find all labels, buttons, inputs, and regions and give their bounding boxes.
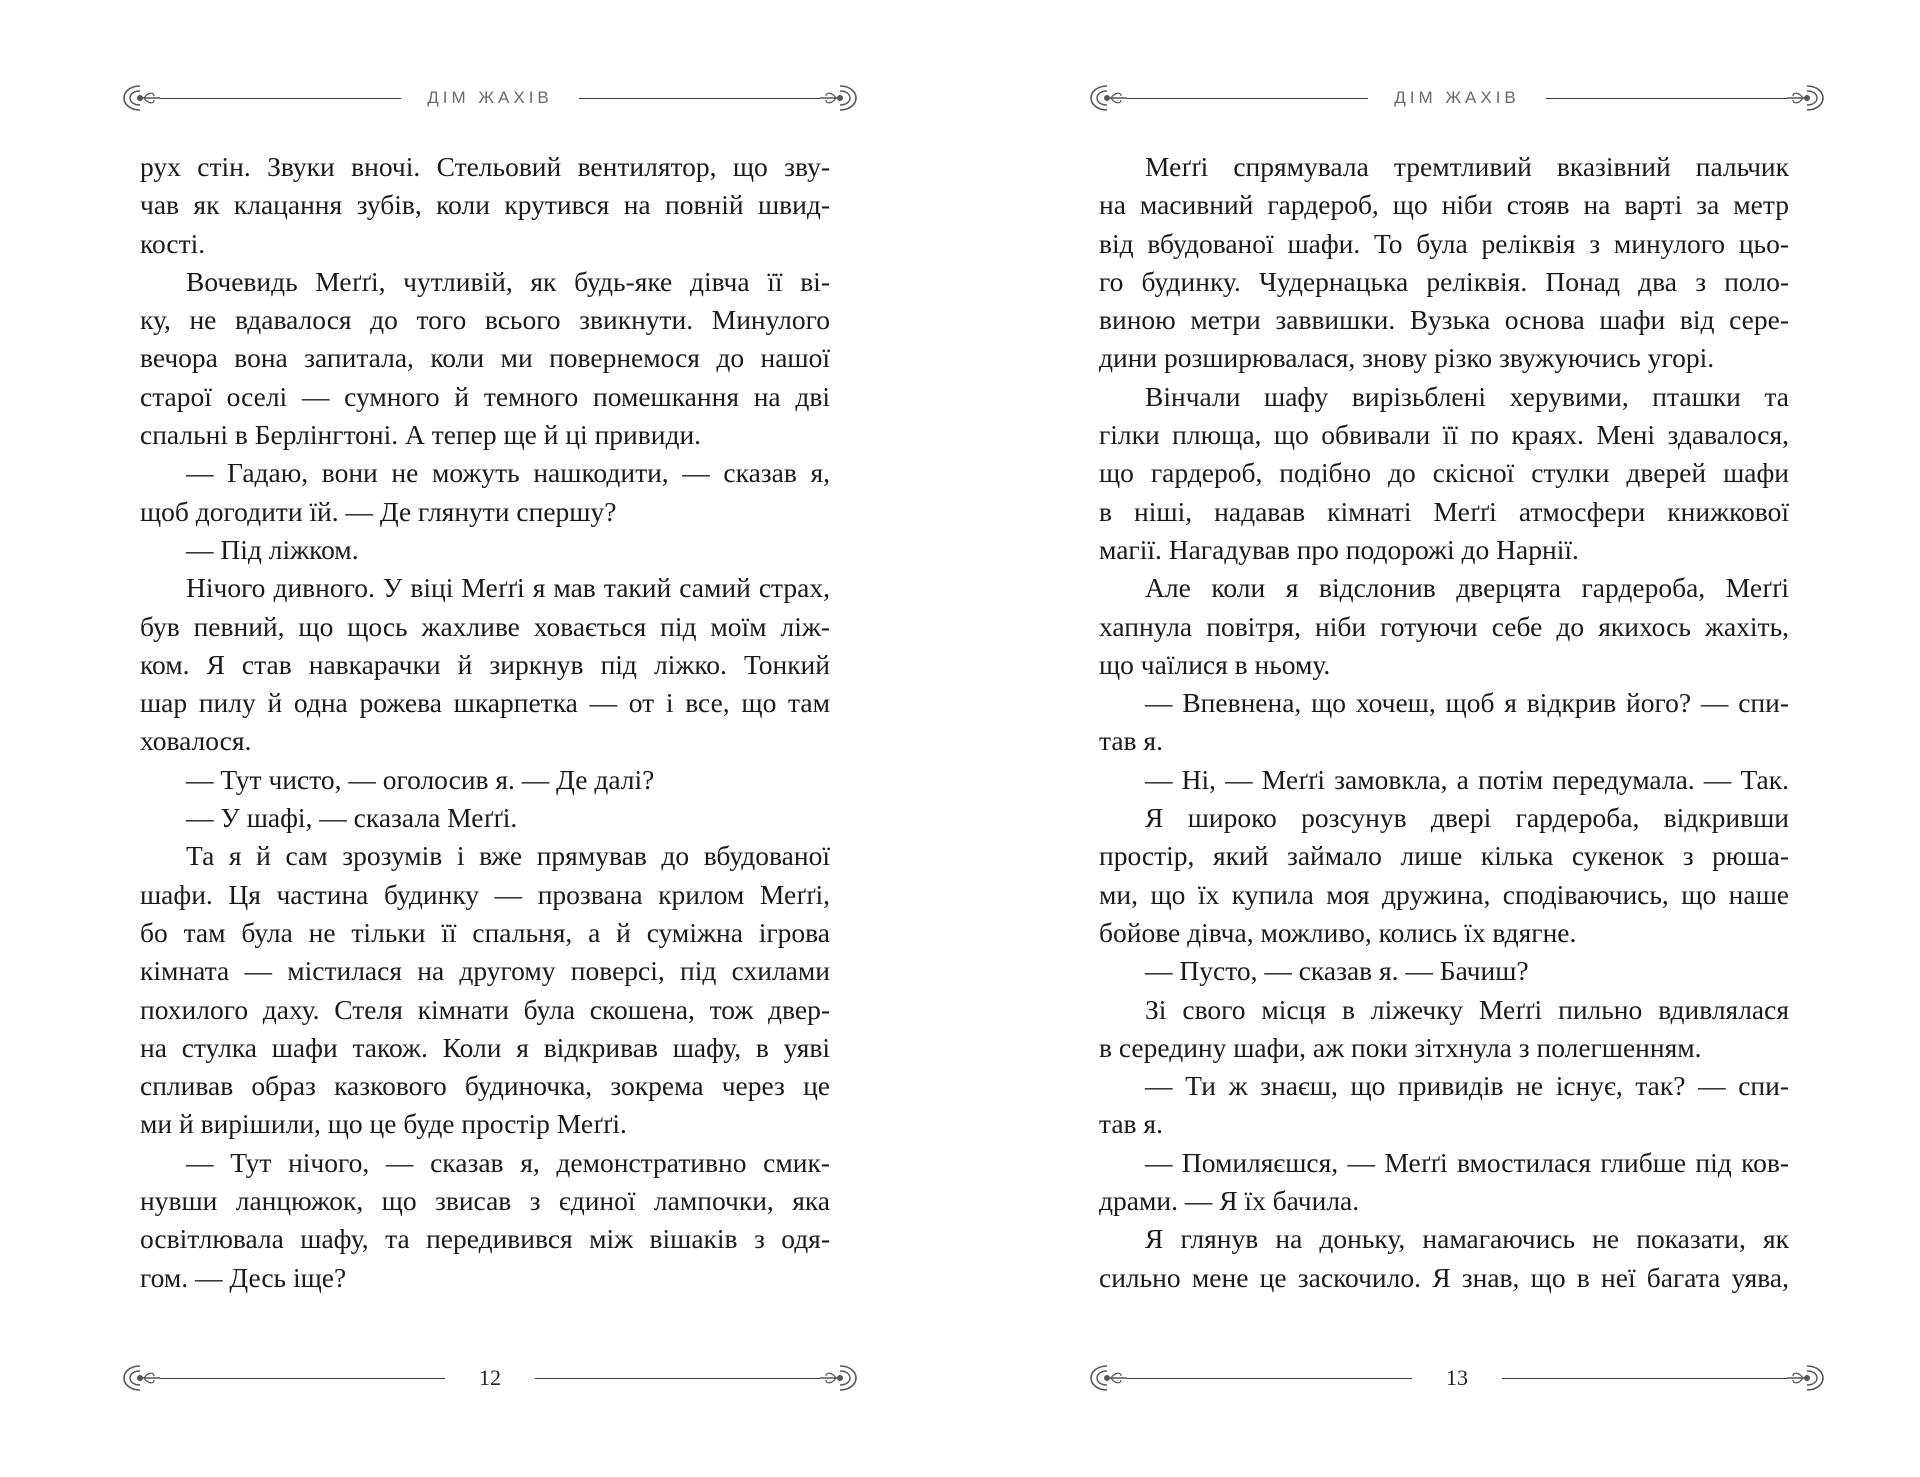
body-text xyxy=(140,148,830,1297)
text-line: — Під ліжком. xyxy=(186,533,359,565)
flourish-ornament-icon xyxy=(120,78,160,118)
text-line: що гардероб, подібно до скісної стулки дверей шафи xyxy=(1099,457,1789,489)
text-line: був певний, що щось жахливе ховається під моїм ліж- xyxy=(140,610,830,642)
text-line: гом. — Десь іще? xyxy=(140,1261,347,1293)
header-rule xyxy=(1546,98,1787,99)
text-line: го будинку. Чудернацька реліквія. Понад два з поло- xyxy=(1099,265,1789,297)
text-line: ку, не вдавалося до того всього звикнути. Минулого xyxy=(140,304,830,336)
flourish-ornament-icon xyxy=(1787,78,1827,118)
text-line: спальні в Берлінгтоні. А тепер ще й ці привиди. xyxy=(140,419,702,451)
right-page xyxy=(960,0,1920,1477)
text-line: магії. Нагадував про подорожі до Нарнії. xyxy=(1099,533,1579,565)
text-line: що чаїлися в ньому. xyxy=(1099,648,1331,680)
flourish-ornament-icon xyxy=(1087,78,1127,118)
text-line: Але коли я відслонив дверцята гардероба, Меґґі xyxy=(1145,572,1789,604)
header-title: ДІМ ЖАХІВ xyxy=(1394,88,1520,107)
text-line: бойове дівча, можливо, колись їх вдягне. xyxy=(1099,916,1577,948)
text-line: — У шафі, — сказала Меґґі. xyxy=(186,802,518,834)
text-line: тав я. xyxy=(1099,725,1163,757)
text-line: в ніші, надавав кімнаті Меґґі атмосфери книжкової xyxy=(1099,495,1789,527)
text-line: — Гадаю, вони не можуть нашкодити, — сказав я, xyxy=(186,457,830,489)
flourish-ornament-icon xyxy=(1087,1358,1127,1398)
text-line: — Впевнена, що хочеш, щоб я відкрив його? — спи- xyxy=(1145,687,1789,719)
text-line: бо там була не тільки її спальня, а й суміжна ігрова xyxy=(140,916,830,948)
text-line: від вбудованої шафи. То була реліквія з минулого цьо- xyxy=(1099,227,1789,259)
text-line: Зі свого місця в ліжечку Меґґі пильно вдивлялася xyxy=(1145,993,1789,1025)
text-line: гілки плюща, що обвивали її по краях. Мені здавалося, xyxy=(1099,419,1789,451)
text-line: шафи. Ця частина будинку — прозвана крилом Меґґі, xyxy=(140,878,830,910)
text-line: — Ти ж знаєш, що привидів не існує, так? — спи- xyxy=(1145,1070,1789,1102)
text-line: хапнула повітря, ніби готуючи себе до якихось жахіть, xyxy=(1099,610,1789,642)
page-number: 12 xyxy=(479,1365,501,1390)
header-title: ДІМ ЖАХІВ xyxy=(427,88,553,107)
page-footer xyxy=(1087,1358,1827,1398)
text-line: шар пилу й одна рожева шкарпетка — от і все, що там xyxy=(140,687,830,719)
footer-rule xyxy=(160,1378,445,1379)
text-line: Меґґі спрямувала тремтливий вказівний пальчик xyxy=(1145,151,1789,182)
text-line: Я глянув на доньку, намагаючись не показати, як xyxy=(1145,1223,1789,1255)
flourish-ornament-icon xyxy=(120,1358,160,1398)
text-line: на стулка шафи також. Коли я відкривав шафу, в уяві xyxy=(140,1031,830,1063)
body-text xyxy=(1099,148,1789,1297)
text-line: — Ні, — Меґґі замовкла, а потім передумала. — Так. xyxy=(1145,763,1789,795)
text-line: ми й вирішили, що це буде простір Меґґі. xyxy=(140,1108,627,1140)
text-line: чав як клацання зубів, коли крутився на повній швид- xyxy=(140,189,830,221)
flourish-ornament-icon xyxy=(820,1358,860,1398)
text-line: виною метри заввишки. Вузька основа шафи від сере- xyxy=(1099,304,1789,336)
text-line: старої оселі — сумного й темного помешкання на дві xyxy=(140,380,830,412)
text-line: тав я. xyxy=(1099,1108,1163,1140)
text-line: вечора вона запитала, коли ми повернемося до нашої xyxy=(140,342,830,374)
text-line: драми. — Я їх бачила. xyxy=(1099,1185,1360,1217)
text-line: простір, який займало лише кілька сукенок з рюша- xyxy=(1099,840,1789,872)
header-rule xyxy=(579,98,820,99)
text-line: Нічого дивного. У віці Меґґі я мав такий самий страх, xyxy=(186,572,830,604)
text-line: — Тут нічого, — сказав я, демонстративно смик- xyxy=(186,1146,830,1178)
text-line: рух стін. Звуки вночі. Стельовий вентилятор, що зву- xyxy=(140,151,830,182)
text-line: Вінчали шафу вирізьблені херувими, пташки та xyxy=(1145,380,1789,412)
running-header xyxy=(1087,78,1827,118)
text-line: — Тут чисто, — оголосив я. — Де далі? xyxy=(186,763,655,795)
text-line: сильно мене це заскочило. Я знав, що в неї багата уява, xyxy=(1099,1261,1789,1293)
page-number: 13 xyxy=(1446,1365,1468,1390)
page-footer xyxy=(120,1358,860,1398)
text-line: — Помиляєшся, — Меґґі вмостилася глибше під ков- xyxy=(1145,1146,1789,1178)
text-line: освітлювала шафу, та передивився між вішаків з одя- xyxy=(140,1223,830,1255)
header-rule xyxy=(160,98,401,99)
text-line: кості. xyxy=(140,227,206,259)
text-line: — Пусто, — сказав я. — Бачиш? xyxy=(1145,955,1529,987)
text-line: в середину шафи, аж поки зітхнула з полегшенням. xyxy=(1099,1031,1702,1063)
text-line: Вочевидь Меґґі, чутливій, як будь-яке дівча її ві- xyxy=(186,265,830,297)
text-line: ком. Я став навкарачки й зиркнув під ліжко. Тонкий xyxy=(140,648,830,680)
text-line: щоб догодити їй. — Де глянути спершу? xyxy=(140,495,617,527)
header-rule xyxy=(1127,98,1368,99)
flourish-ornament-icon xyxy=(820,78,860,118)
text-line: на масивний гардероб, що ніби стояв на варті за метр xyxy=(1099,189,1789,221)
text-line: нувши ланцюжок, що звисав з єдиної лампочки, яка xyxy=(140,1185,830,1217)
text-line: Та я й сам зрозумів і вже прямував до вбудованої xyxy=(186,840,830,872)
text-line: спливав образ казкового будиночка, зокрема через це xyxy=(140,1070,830,1102)
running-header xyxy=(120,78,860,118)
text-line: ховалося. xyxy=(140,725,252,757)
text-line: дини розширювалася, знову різко звужуючись угорі. xyxy=(1099,342,1715,374)
flourish-ornament-icon xyxy=(1787,1358,1827,1398)
footer-rule xyxy=(1502,1378,1787,1379)
footer-rule xyxy=(1127,1378,1412,1379)
text-line: кімната — містилася на другому поверсі, під схилами xyxy=(140,955,830,987)
footer-rule xyxy=(535,1378,820,1379)
text-line: ми, що їх купила моя дружина, сподіваючись, що наше xyxy=(1099,878,1789,910)
text-line: похилого даху. Стеля кімнати була скошена, тож двер- xyxy=(140,993,830,1025)
text-line: Я широко розсунув двері гардероба, відкривши xyxy=(1145,802,1789,834)
